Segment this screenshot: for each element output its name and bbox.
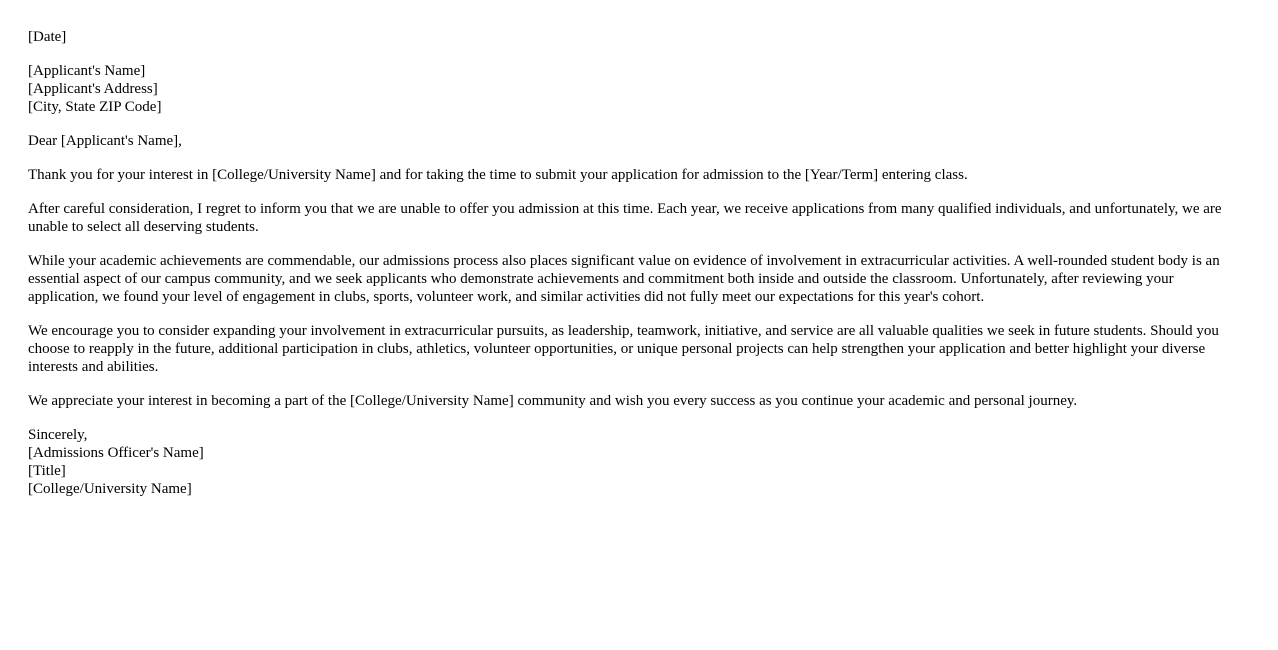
letter-body <box>28 28 1238 498</box>
signature-block: Sincerely, [Admissions Officer's Name] [Title] [College/University Name] <box>28 427 204 497</box>
salutation: Dear [Applicant's Name], <box>28 133 182 149</box>
letter-date: [Date] <box>28 29 67 45</box>
recipient-address-block: [Applicant's Name] [Applicant's Address] [City, State ZIP Code] <box>28 63 162 115</box>
paragraph-encouragement: We encourage you to consider expanding your involvement in extracurricular pursuits, as leadership, teamwork, initiative, and service are all valuable qualities we seek in future students. Should you choose to reapply in the future, additional participation in clubs, athletics, volunteer opportunities, or unique personal projects can help strengthen your application and better highlight your diverse interests and abilities. <box>28 323 1219 375</box>
paragraph-extracurricular: While your academic achievements are commendable, our admissions process also places significant value on evidence of involvement in extracurricular activities. A well-rounded student body is an essential aspect of our campus community, and we seek applicants who demonstrate achievements and commitment both inside and outside the classroom. Unfortunately, after reviewing your application, we found your level of engagement in clubs, sports, volunteer work, and similar activities did not fully meet our expectations for this year's cohort. <box>28 253 1220 305</box>
paragraph-intro: Thank you for your interest in [College/University Name] and for taking the time to submit your application for admission to the [Year/Term] entering class. <box>28 167 968 183</box>
paragraph-appreciation: We appreciate your interest in becoming a part of the [College/University Name] community and wish you every success as you continue your academic and personal journey. <box>28 393 1078 409</box>
paragraph-decision: After careful consideration, I regret to inform you that we are unable to offer you admission at this time. Each year, we receive applications from many qualified individuals, and unfortunately, we are unable to select all deserving students. <box>28 201 1222 235</box>
